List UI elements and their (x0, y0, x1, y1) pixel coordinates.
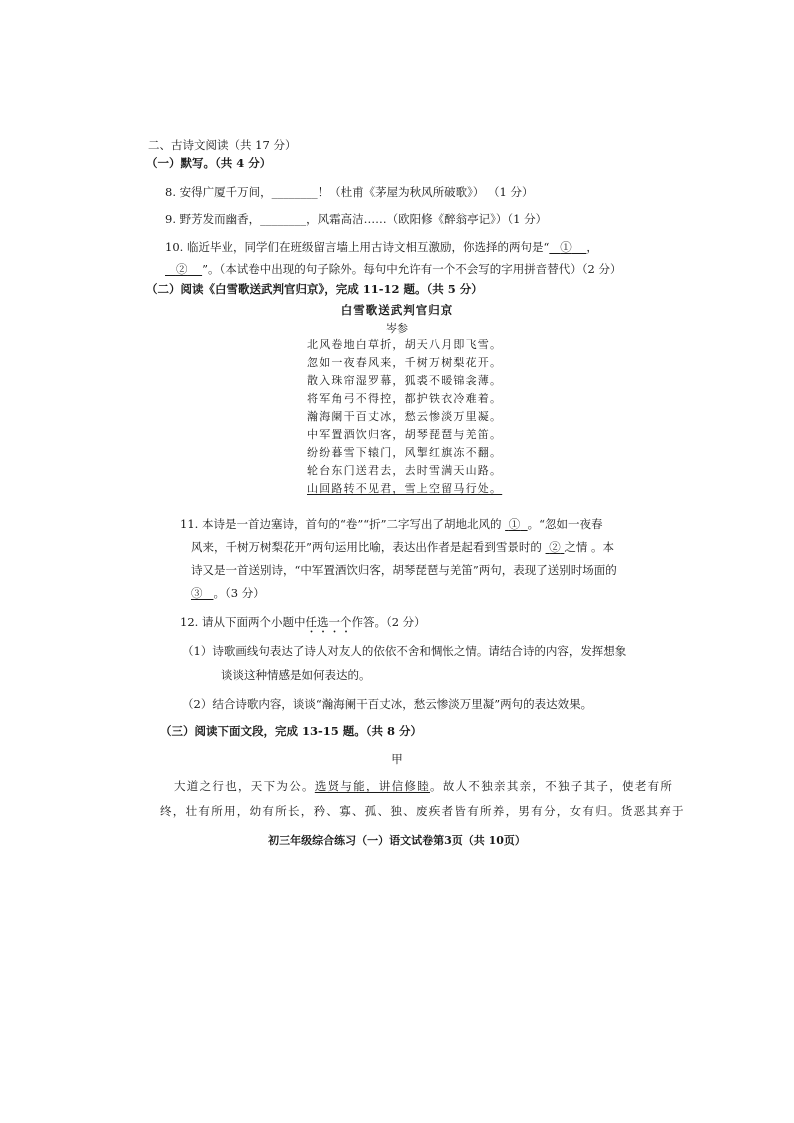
question-11-line1: 11. 本诗是一首边塞诗，首句的“卷”“折”二字写出了胡地北风的 ① 。“忽如一夜春 (180, 517, 603, 531)
part1-heading: （一）默写。（共 4 分） (146, 156, 272, 170)
poem-line: 瀚海阑干百丈冰，愁云惨淡万里凝。 (307, 410, 503, 423)
question-12-1-line1: （1）诗歌画线句表达了诗人对友人的依依不舍和惆怅之情。请结合诗的内容，发挥想象 (182, 644, 627, 658)
question-8: 8. 安得广厦千万间，________！（杜甫《茅屋为秋风所破歌》） （1 分） (165, 185, 534, 199)
passage-label: 甲 (391, 752, 403, 766)
page-footer: 初三年级综合练习（一）语文试卷第3页（共 10页） (268, 834, 526, 847)
question-11-line2: 风来，千树万树梨花开”两句运用比喻，表达出作者是起看到雪景时的 ② 之情 。本 (191, 540, 615, 554)
q12-emphasis: 任选一个 (305, 615, 352, 629)
part2-heading: （二）阅读《白雪歌送武判官归京》，完成 11-12 题。（共 5 分） (146, 282, 483, 296)
q10-blank2: ② (175, 262, 188, 276)
q10-blank1: ① (560, 240, 572, 254)
passage-underlined: 选贤与能，讲信修睦 (314, 779, 431, 793)
q11-blank1: ① (508, 517, 521, 531)
question-12: 12. 请从下面两个小题中任选一个作答。（2 分） (180, 615, 426, 629)
question-11-line4: ③ 。（3 分） (191, 586, 265, 600)
passage-line1: 大道之行也，天下为公。选贤与能，讲信修睦。故人不独亲其亲，不独子其子，使老有所 (174, 779, 674, 793)
question-10-line1: 10. 临近毕业，同学们在班级留言墙上用古诗文相互激励，你选择的两句是“ ① ， (165, 240, 598, 254)
poem-author: 岑参 (386, 322, 408, 335)
q11-blank3: ③ (191, 586, 203, 600)
poem-line: 将军角弓不得控，都护铁衣冷难着。 (307, 392, 503, 405)
poem-line: 忽如一夜春风来，千树万树梨花开。 (307, 356, 503, 369)
poem-line: 轮台东门送君去，去时雪满天山路。 (307, 464, 503, 477)
poem-title: 白雪歌送武判官归京 (340, 303, 454, 317)
q11-blank2: ② (549, 540, 561, 554)
poem-line: 中军置酒饮归客，胡琴琵琶与羌笛。 (307, 428, 503, 441)
part3-heading: （三）阅读下面文段，完成 13-15 题。（共 8 分） (160, 724, 423, 738)
question-12-2: （2）结合诗歌内容，谈谈“瀚海阑干百丈冰，愁云惨淡万里凝”两句的表达效果。 (182, 697, 593, 711)
question-11-line3: 诗又是一首送别诗，“中军置酒饮归客，胡琴琵琶与羌笛”两句，表现了送别时场面的 (191, 563, 617, 577)
poem-line: 纷纷暮雪下辕门，风掣红旗冻不翻。 (307, 446, 503, 459)
q10-text: 10. 临近毕业，同学们在班级留言墙上用古诗文相互激励，你选择的两句是“ (165, 240, 550, 254)
question-12-1-line2: 谈谈这种情感是如何表达的。 (221, 668, 371, 682)
passage-line2: 终，壮有所用，幼有所长，矜、寡、孤、独、废疾者皆有所养，男有分，女有归。货恶其弃于 (160, 804, 685, 818)
question-10-line2: ② ”。（本试卷中出现的句子除外。每句中允许有一个不会写的字用拼音替代）（2 分） (165, 262, 621, 276)
poem-line: 散入珠帘湿罗幕，狐裘不暖锦衾薄。 (307, 374, 503, 387)
question-9: 9. 野芳发而幽香，________，风霜高洁……（欧阳修《醉翁亭记》）（1 分） (165, 212, 548, 226)
section-title: 二、古诗文阅读（共 17 分） (148, 138, 297, 152)
poem-line: 北风卷地白草折，胡天八月即飞雪。 (307, 338, 503, 351)
poem-line-underlined: 山回路转不见君，雪上空留马行处。 (307, 482, 503, 495)
